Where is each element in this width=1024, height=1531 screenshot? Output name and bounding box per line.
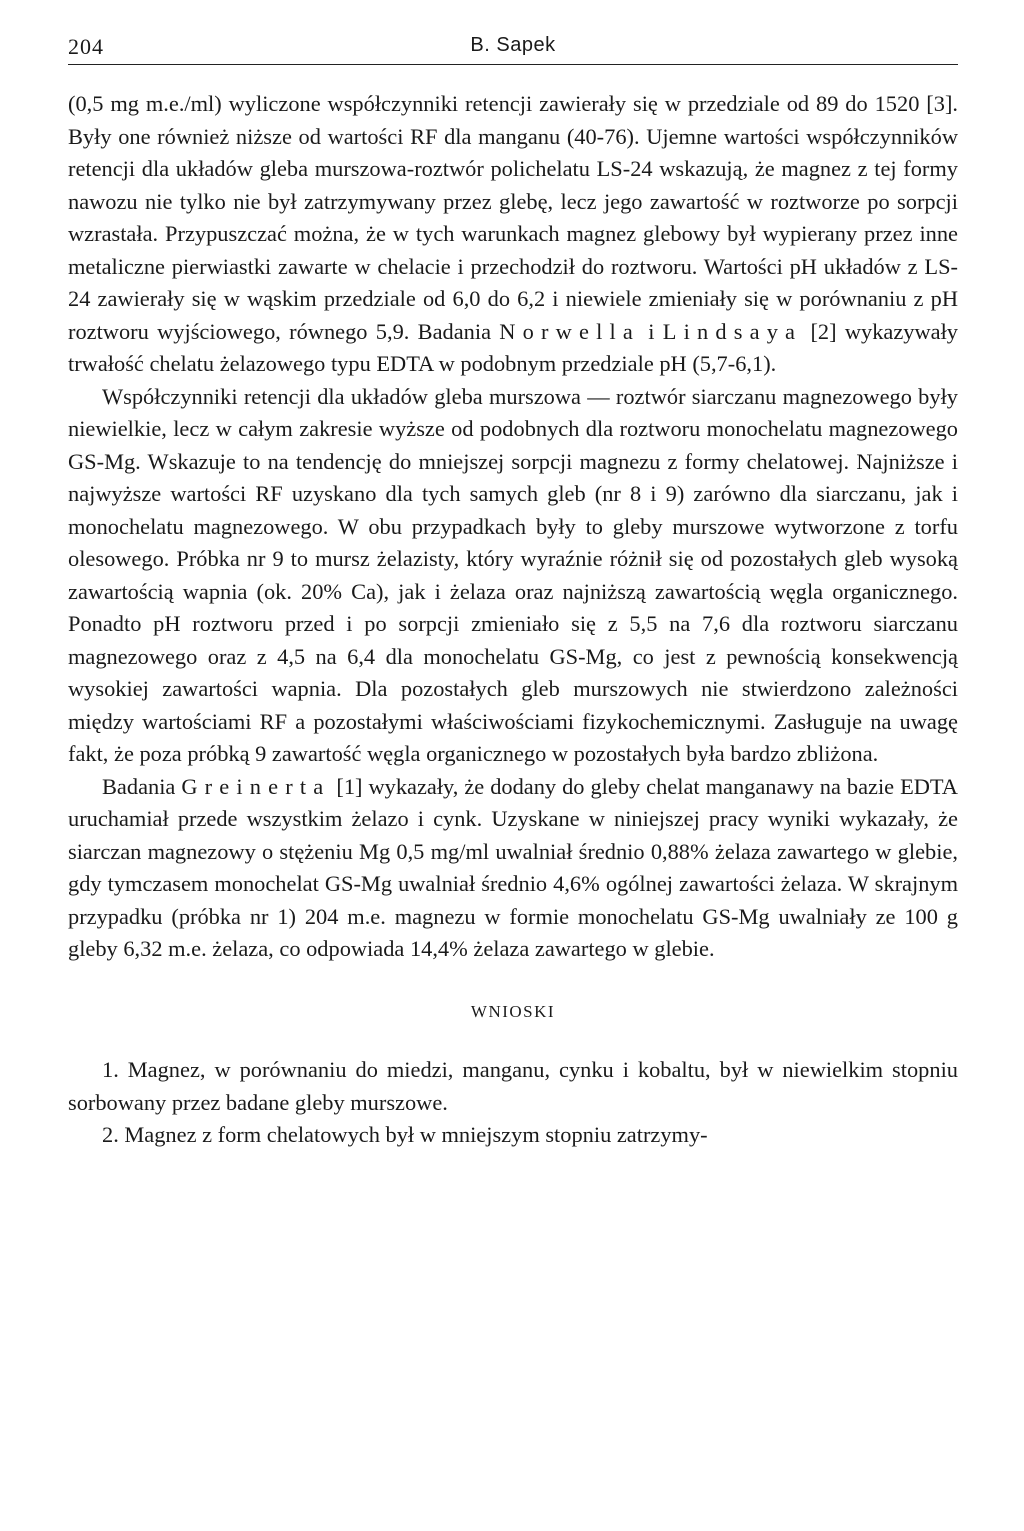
paragraph-1-text-end: [2] wykazywały trwałość chelatu żelazowego typu EDTA w podobnym przedziale pH (5,7-6,1). [68, 318, 959, 376]
paragraph-1-text: (0,5 mg m.e./ml) wyliczone współczynniki retencji zawierały się w przedziale od 89 do 1520 [3]. Były one również niższe od wartości RF dla manganu (40-76). Ujemne wartości współczynników retencji dla układów gleba murszowa-roztwór polichelatu LS-24 wskazują, że magnez z tej formy nawozu nie tylko nie był zatrzymywany przez glebę, lecz jego zawartość w roztworze po sorpcji wzrastała. Przypuszczać można, że w tych warunkach magnez glebowy był wypierany przez inne metaliczne pierwiastki zawarte w chelacie i przechodził do roztworu. Wartości pH układów z LS-24 zawierały się w wąskim przedziale od 6,0 do 6,2 i niewiele zmieniały się w porównaniu z pH roztworu wyjściowego, równego 5,9. Badania [68, 91, 958, 344]
section-heading: WNIOSKI [470, 1001, 556, 1021]
author-citation-lindsay: Lindsaya [662, 318, 803, 344]
conjunction-text: i [639, 318, 663, 344]
author-citation-norwell: Norwella [499, 318, 640, 344]
conclusion-item-1: 1. Magnez, w porównaniu do miedzi, manganu, cynku i kobaltu, był w niewielkim stopniu sorbowany przez badane gleby murszowe. [68, 1057, 958, 1115]
author-citation-greinert: Greinerta [181, 773, 331, 799]
paragraph-3-text-start: Badania [102, 773, 182, 799]
paragraph-2: Współczynniki retencji dla układów gleba murszowa — roztwór siarczanu magnezowego były niewielkie, lecz w całym zakresie wyższe od podobnych dla roztworu monochelatu magnezowego GS-Mg. Wskazuje to na tendencję do mniejszej sorpcji magnezu z formy chelatowej. Najniższe i najwyższe wartości RF uzyskano dla tych samych gleb (nr 8 i 9) zarówno dla siarczanu, jak i monochelatu magnezowego. W obu przypadkach były to gleby murszowe wytworzone z torfu olesowego. Próbka nr 9 to mursz żelazisty, który wyraźnie różnił się od pozostałych gleb wysoką zawartością wapnia (ok. 20% Ca), jak i żelaza oraz najniższą zawartością węgla organicznego. Ponadto pH roztworu przed i po sorpcji zmieniało się z 5,5 na 7,6 dla roztworu siarczanu magnezowego oraz z 4,5 na 6,4 dla monochelatu GS-Mg, co jest z pewnością konsekwencją wysokiej zawartości wapnia. Dla pozostałych gleb murszowych nie stwierdzono zależności między wartościami RF a pozostałymi właściwościami fizykochemicznymi. Zasługuje na uwagę fakt, że poza próbką 9 zawartość węgla organicznego w pozostałych była bardzo zbliżona. [68, 383, 958, 766]
page-number: 204 [68, 34, 104, 59]
article-body [68, 88, 958, 1152]
conclusion-item-2: 2. Magnez z form chelatowych był w mniejszym stopniu zatrzymy- [102, 1122, 708, 1147]
paragraph-3-text: [1] wykazały, że dodany do gleby chelat manganawy na bazie EDTA uruchamiał przede wszystkim żelazo i cynk. Uzyskane w niniejszej pracy wyniki wykazały, że siarczan magnezowy o stężeniu Mg 0,5 mg/ml uwalniał średnio 0,88% żelaza zawartego w glebie, gdy tymczasem monochelat GS-Mg uwalniał średnio 4,6% ogólnej zawartości żelaza. W skrajnym przypadku (próbka nr 1) 204 m.e. magnezu w formie monochelatu GS-Mg uwalniały ze 100 g gleby 6,32 m.e. żelaza, co odpowiada 14,4% żelaza zawartego w glebie. [68, 773, 958, 961]
paragraph-3 [68, 771, 958, 966]
page-header [68, 30, 958, 65]
paragraph-1 [68, 88, 958, 381]
running-head: B. Sapek [470, 34, 556, 56]
